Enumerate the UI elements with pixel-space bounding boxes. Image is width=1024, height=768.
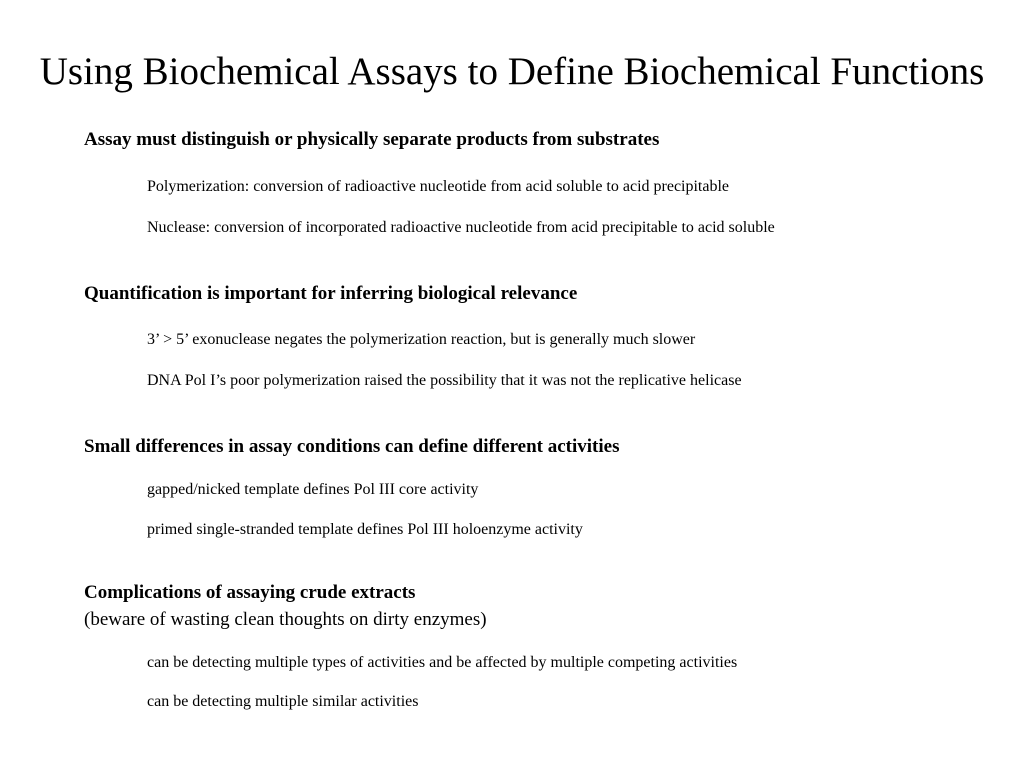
bullet-exonuclease: 3’ > 5’ exonuclease negates the polymerization reaction, but is generally much slower — [147, 331, 696, 348]
section-heading-assay: Assay must distinguish or physically separate products from substrates — [84, 129, 660, 150]
section-subheading-crude-extracts: (beware of wasting clean thoughts on dirty enzymes) — [84, 609, 487, 630]
bullet-polymerization: Polymerization: conversion of radioactive nucleotide from acid soluble to acid precipitable — [147, 178, 730, 195]
section-heading-crude-extracts: Complications of assaying crude extracts — [84, 582, 416, 603]
slide-title: Using Biochemical Assays to Define Biochemical Functions — [39, 50, 985, 93]
section-heading-assay-conditions: Small differences in assay conditions can define different activities — [84, 436, 620, 457]
bullet-multiple-similar: can be detecting multiple similar activities — [147, 693, 419, 710]
bullet-gapped-template: gapped/nicked template defines Pol III core activity — [147, 481, 479, 498]
bullet-nuclease: Nuclease: conversion of incorporated radioactive nucleotide from acid precipitable to acid soluble — [147, 219, 775, 236]
section-heading-quantification: Quantification is important for inferring biological relevance — [84, 283, 578, 304]
bullet-multiple-types: can be detecting multiple types of activities and be affected by multiple competing activities — [147, 654, 738, 671]
bullet-dna-pol-i: DNA Pol I’s poor polymerization raised the possibility that it was not the replicative helicase — [147, 372, 742, 389]
bullet-primed-template: primed single-stranded template defines Pol III holoenzyme activity — [147, 521, 583, 538]
